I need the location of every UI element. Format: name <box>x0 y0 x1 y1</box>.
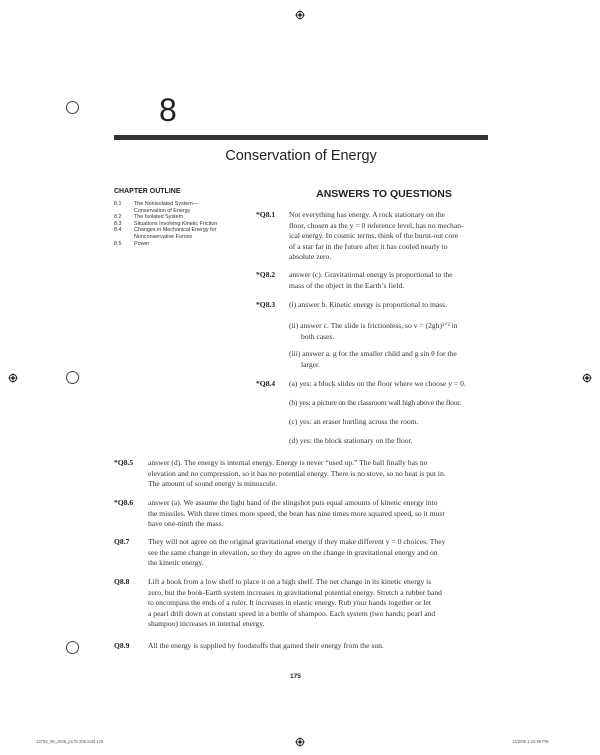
registration-mark-icon <box>582 373 592 383</box>
question-label: *Q8.4 <box>256 379 276 388</box>
chapter-rule <box>114 135 488 140</box>
outline-item: 8.4 Changes in Mechanical Energy for <box>114 227 217 234</box>
chapter-number: 8 <box>159 92 177 128</box>
answer-text: (i) answer b. Kinetic energy is proportional to mass. <box>289 300 448 309</box>
answer-text: answer (a). We assume the light band of the slingshot puts equal amounts of kinetic energy into the missiles. With three times more speed, the bean has nine times more squared speed, so it must have one-ninth the mass. <box>148 498 445 529</box>
answer-text: Not everything has energy. A rock stationary on the floor, chosen as the y = 0 reference level, has no mechan- ical energy. In cosmic terms, think of the burnt-out core of a star far in the future after it has cooled nearly to absolute zero. <box>289 210 464 262</box>
outline-heading: CHAPTER OUTLINE <box>114 188 181 195</box>
footer-slug-right: 12/2/06 1:24:59 PM <box>512 739 549 744</box>
answer-text: (iii) answer a. g for the smaller child and g sin θ for the larger. <box>289 349 457 369</box>
punch-hole-icon <box>66 641 79 654</box>
answer-text: answer (c). Gravitational energy is proportional to the mass of the object in the Earth’s field. <box>289 270 453 290</box>
outline-item: 8.3 Situations Involving Kinetic Friction <box>114 220 218 227</box>
answer-text: (a) yes: a block slides on the floor where we choose y = 0. <box>289 379 466 388</box>
question-label: *Q8.5 <box>114 458 134 467</box>
question-label: *Q8.1 <box>256 210 276 219</box>
answer-text: (c) yes: an eraser hurtling across the room. <box>289 417 419 426</box>
outline-item: Conservation of Energy <box>134 207 191 214</box>
footer-slug-left: 13794_08_ch08_p175-208.indd 175 <box>36 739 104 744</box>
question-label: Q8.8 <box>114 577 130 586</box>
answer-text: All the energy is supplied by foodstuffs that gained their energy from the sun. <box>148 641 384 650</box>
chapter-title: Conservation of Energy <box>225 148 377 164</box>
question-label: Q8.7 <box>114 537 130 546</box>
answer-text: answer (d). The energy is internal energy. Energy is never “used up.” The ball finally has no elevation and no compression, so it has no potential energy. There is no stove, so no heat is put in. The amount of sound energy is minuscule. <box>148 458 446 489</box>
question-label: *Q8.3 <box>256 300 276 309</box>
outline-item: 8.5 Power <box>114 240 150 247</box>
chapter-outline <box>114 201 262 247</box>
outline-item: 8.1 The Nonisolated System— <box>114 201 199 207</box>
registration-mark-icon <box>295 10 305 20</box>
answer-text: (d) yes: the block stationary on the floor. <box>289 436 413 445</box>
answer-text: Lift a book from a low shelf to place it on a high shelf. The net change in its kinetic energy is zero, but the book-Earth system increases in gravitational potential energy. Stretch a rubber band to encompass the ends of a ruler. It increases in elastic energy. Rub your hands together or let a pearl drift down at constant speed in a bottle of shampoo. Each system (two hands; pearl and shampoo) increases in internal energy. <box>148 577 442 629</box>
question-label: *Q8.6 <box>114 498 134 507</box>
outline-item: Nonconservative Forces <box>134 233 193 240</box>
registration-mark-icon <box>8 373 18 383</box>
answer-text: (ii) answer c. The slide is frictionless, so v = (2gh)¹ᐟ² in both cases. <box>289 321 458 341</box>
answer-text: They will not agree on the original gravitational energy if they make different y = 0 choices. They see the same change in elevation, so they do agree on the change in gravitational energy and on the kinetic energy. <box>148 537 446 568</box>
outline-item: 8.2 The Isolated System <box>114 214 184 221</box>
punch-hole-icon <box>66 371 79 384</box>
registration-mark-icon <box>295 737 305 747</box>
answer-text: (b) yes: a picture on the classroom wall high above the floor. <box>289 398 461 407</box>
question-label: Q8.9 <box>114 641 130 650</box>
question-label: *Q8.2 <box>256 270 276 279</box>
page-number: 175 <box>290 673 301 680</box>
punch-hole-icon <box>66 101 79 114</box>
answers-heading: ANSWERS TO QUESTIONS <box>316 188 452 200</box>
